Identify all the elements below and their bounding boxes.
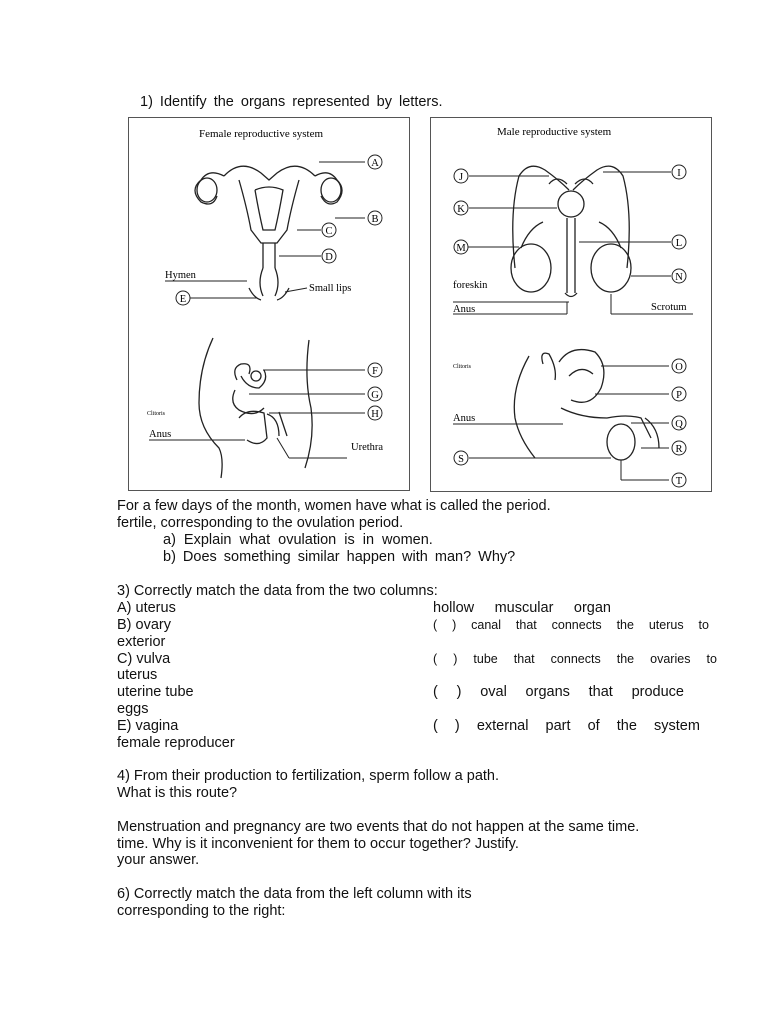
q3-right-a — [433, 600, 611, 617]
female-figure — [128, 117, 410, 491]
q3-right-c-word: ) — [453, 652, 458, 666]
letter-q: Q — [675, 419, 683, 430]
q3-left-5: uterine tube — [117, 684, 194, 700]
label-male-anus: Anus — [453, 304, 476, 315]
q3-right-b — [433, 617, 709, 634]
q3-right-b-word: uterus — [648, 618, 684, 632]
q3-left-2: exterior — [117, 634, 166, 650]
q6-line1: 6) Correctly match the data from the left column with its — [117, 886, 472, 902]
q4-line1: 4) From their production to fertilization, sperm follow a path. — [117, 768, 499, 784]
label-male-clitoris: Clitoris — [453, 364, 472, 370]
q3-right-e — [433, 718, 700, 735]
letter-p: P — [676, 390, 682, 401]
q3-right-a-word: muscular — [494, 600, 554, 616]
q3-right-b-word: ) — [452, 618, 457, 632]
uterus-drawing — [195, 166, 342, 300]
q3-right-e-word: of — [587, 718, 600, 734]
q3-right-c-word: that — [513, 652, 535, 666]
letter-n: N — [675, 272, 683, 283]
label-small-lips: Small lips — [309, 283, 352, 294]
letter-d: D — [325, 252, 333, 263]
letter-g: G — [371, 390, 379, 401]
q3-right-c-word: ( — [433, 652, 438, 666]
q3-right-a-word: hollow — [433, 600, 475, 616]
q3-right-e-word: ) — [454, 718, 460, 734]
q3-right-e-word: ( — [433, 718, 438, 734]
q5-line1: Menstruation and pregnancy are two events that do not happen at the same time. — [117, 819, 640, 835]
label-anus: Anus — [149, 429, 172, 440]
q3-right-d-word: ) — [456, 684, 462, 700]
q3-right-d — [433, 684, 684, 701]
letter-f: F — [372, 366, 378, 377]
female-profile-drawing — [199, 338, 312, 478]
q3-left-3: C) vulva — [117, 651, 171, 667]
q3-right-e-word: part — [545, 718, 571, 734]
q3-left-1: B) ovary — [117, 617, 171, 633]
q3-right-b-word: ( — [433, 618, 438, 632]
label-urethra: Urethra — [351, 442, 384, 453]
q5-line2: time. Why is it inconvenient for them to occur together? Justify. — [117, 836, 519, 852]
q3-right-d-word: produce — [631, 684, 684, 700]
female-diagram — [129, 118, 409, 490]
question-1: 1) Identify the organs represented by letters. — [140, 94, 443, 110]
male-front-drawing — [511, 166, 631, 296]
label-clitoris: Clitoris — [147, 411, 166, 417]
letter-m: M — [456, 243, 466, 254]
q6-line2: corresponding to the right: — [117, 903, 286, 919]
label-male-anus-2: Anus — [453, 413, 476, 424]
q3-right-d-word: organs — [525, 684, 570, 700]
letter-t: T — [675, 476, 683, 487]
q3-title: 3) Correctly match the data from the two columns: — [117, 583, 438, 599]
q3-right-d-word: that — [588, 684, 613, 700]
letter-b: B — [371, 214, 379, 225]
letter-o: O — [675, 362, 683, 373]
label-scrotum: Scrotum — [651, 302, 687, 313]
q3-right-c-word: ovaries — [650, 652, 691, 666]
letter-j: J — [458, 172, 464, 183]
female-title: Female reproductive system — [199, 128, 324, 140]
q3-right-a-word: organ — [573, 600, 611, 616]
q3-left-7: E) vagina — [117, 718, 179, 734]
q3-right-c — [433, 651, 717, 668]
q3-left-8: female reproducer — [117, 735, 235, 751]
q3-right-d-word: oval — [480, 684, 507, 700]
q3-right-c-word: the — [616, 652, 635, 666]
letter-c: C — [325, 226, 333, 237]
letter-h: H — [371, 409, 379, 420]
male-figure — [430, 117, 712, 492]
q2-line1: For a few days of the month, women have what is called the period. — [117, 498, 551, 514]
q3-right-d-word: ( — [433, 684, 438, 700]
q3-left-4: uterus — [117, 667, 158, 683]
q3-right-e-word: system — [654, 718, 700, 734]
label-foreskin: foreskin — [453, 280, 488, 291]
male-title: Male reproductive system — [497, 126, 612, 138]
q3-right-b-word: connects — [551, 618, 602, 632]
q3-right-c-word: tube — [473, 652, 498, 666]
letter-r: R — [675, 444, 683, 455]
letter-s: S — [458, 454, 464, 465]
q3-left-6: eggs — [117, 701, 149, 717]
label-hymen: Hymen — [165, 270, 196, 281]
letter-l: L — [675, 238, 683, 249]
q3-right-b-word: to — [698, 618, 709, 632]
q2-b: b) Does something similar happen with man? Why? — [163, 549, 516, 565]
q3-right-c-word: to — [706, 652, 717, 666]
letter-k: K — [457, 204, 465, 215]
q3-left-0: A) uterus — [117, 600, 176, 616]
q3-right-e-word: the — [616, 718, 637, 734]
letter-i: I — [677, 168, 681, 179]
q4-line2: What is this route? — [117, 785, 238, 801]
letter-e: E — [179, 294, 187, 305]
q3-right-b-word: the — [616, 618, 634, 632]
q3-right-b-word: canal — [471, 618, 502, 632]
q2-line2: fertile, corresponding to the ovulation period. — [117, 515, 404, 531]
q3-right-e-word: external — [476, 718, 529, 734]
letter-a: A — [371, 158, 379, 169]
q2-a: a) Explain what ovulation is in women. — [163, 532, 433, 548]
q3-right-b-word: that — [515, 618, 537, 632]
q5-line3: your answer. — [117, 852, 200, 868]
male-diagram — [431, 118, 711, 491]
q3-right-c-word: connects — [550, 652, 601, 666]
